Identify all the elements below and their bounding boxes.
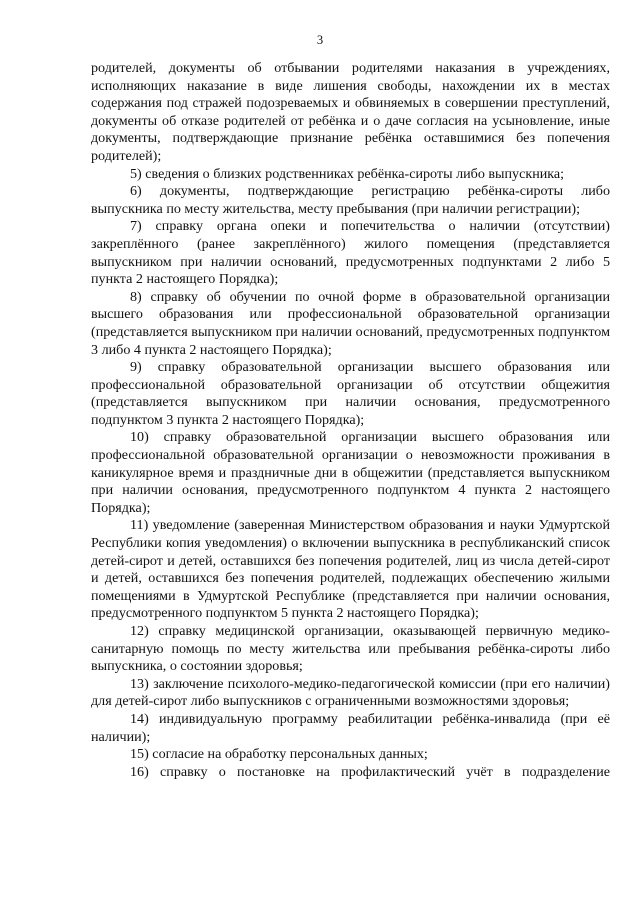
list-item-6: 6) документы, подтверждающие регистрацию ребёнка-сироты либо выпускника по месту жительства, месту пребывания (при наличии регистрации); bbox=[91, 183, 610, 217]
list-item-12: 12) справку медицинской организации, оказывающей первичную медико-санитарную помощь по месту жительства или пребывания ребёнка-сироты либо выпускника, о состоянии здоровья; bbox=[91, 623, 610, 675]
list-item-5: 5) сведения о близких родственниках ребёнка-сироты либо выпускника; bbox=[130, 165, 565, 182]
list-item-16: 16) справку о постановке на профилактический учёт в подразделение bbox=[130, 763, 610, 780]
list-item-14: 14) индивидуальную программу реабилитации ребёнка-инвалида (при её наличии); bbox=[91, 710, 610, 745]
list-item-11: 11) уведомление (заверенная Министерством образования и науки Удмуртской Республики копия уведомления) о включении выпускника в республиканский список детей-сирот и детей, оставшихся без попечения родителей, лиц из числа детей-сирот и детей, оставшихся без попечения родителей, подлежащих обеспечению жилыми помещениями в Удмуртской Республике (представляется при наличии основания, предусмотренного подпунктом 5 пункта 2 настоящего Порядка); bbox=[91, 517, 610, 622]
list-item-9: 9) справку образовательной организации высшего образования или профессиональной образовательной организации об отсутствии общежития (представляется выпускником при наличии основания, предусмотренного подпунктом 3 пункта 2 настоящего Порядка); bbox=[91, 359, 610, 428]
list-item-8: 8) справку об обучении по очной форме в образовательной организации высшего образования или профессиональной образовательной организации (представляется выпускником при наличии оснований, предусмотренных подпунктом 3 либо 4 пункта 2 настоящего Порядка); bbox=[91, 288, 610, 358]
list-item-13: 13) заключение психолого-медико-педагогической комиссии (при его наличии) для детей-сирот либо выпускников с ограниченными возможностями здоровья; bbox=[91, 675, 610, 710]
page-number: 3 bbox=[316, 33, 324, 47]
list-item-7: 7) справку органа опеки и попечительства о наличии (отсутствии) закреплённого (ранее закреплённого) жилого помещения (представляется выпускником при наличии оснований, предусмотренных подпунктами 2 либо 5 пункта 2 настоящего Порядка); bbox=[91, 218, 610, 288]
list-item-10: 10) справку образовательной организации высшего образования или профессиональной образовательной организации о невозможности проживания в каникулярное время и праздничные дни в общежитии (представляется выпускником при наличии основания, предусмотренного подпунктом 4 пункта 2 настоящего Порядка); bbox=[91, 429, 610, 516]
paragraph-continuation: родителей, документы об отбывании родителями наказания в учреждениях, исполняющих наказание в виде лишения свободы, нахождении их в местах содержания под стражей подозреваемых и обвиняемых в совершении преступлений, документы об отказе родителей от ребёнка и о даче согласия на усыновление, иные документы, подтверждающие признание ребёнка оставшимися без попечения родителей); bbox=[91, 60, 610, 164]
list-item-15: 15) согласие на обработку персональных данных; bbox=[130, 746, 428, 763]
document-body bbox=[91, 60, 610, 781]
